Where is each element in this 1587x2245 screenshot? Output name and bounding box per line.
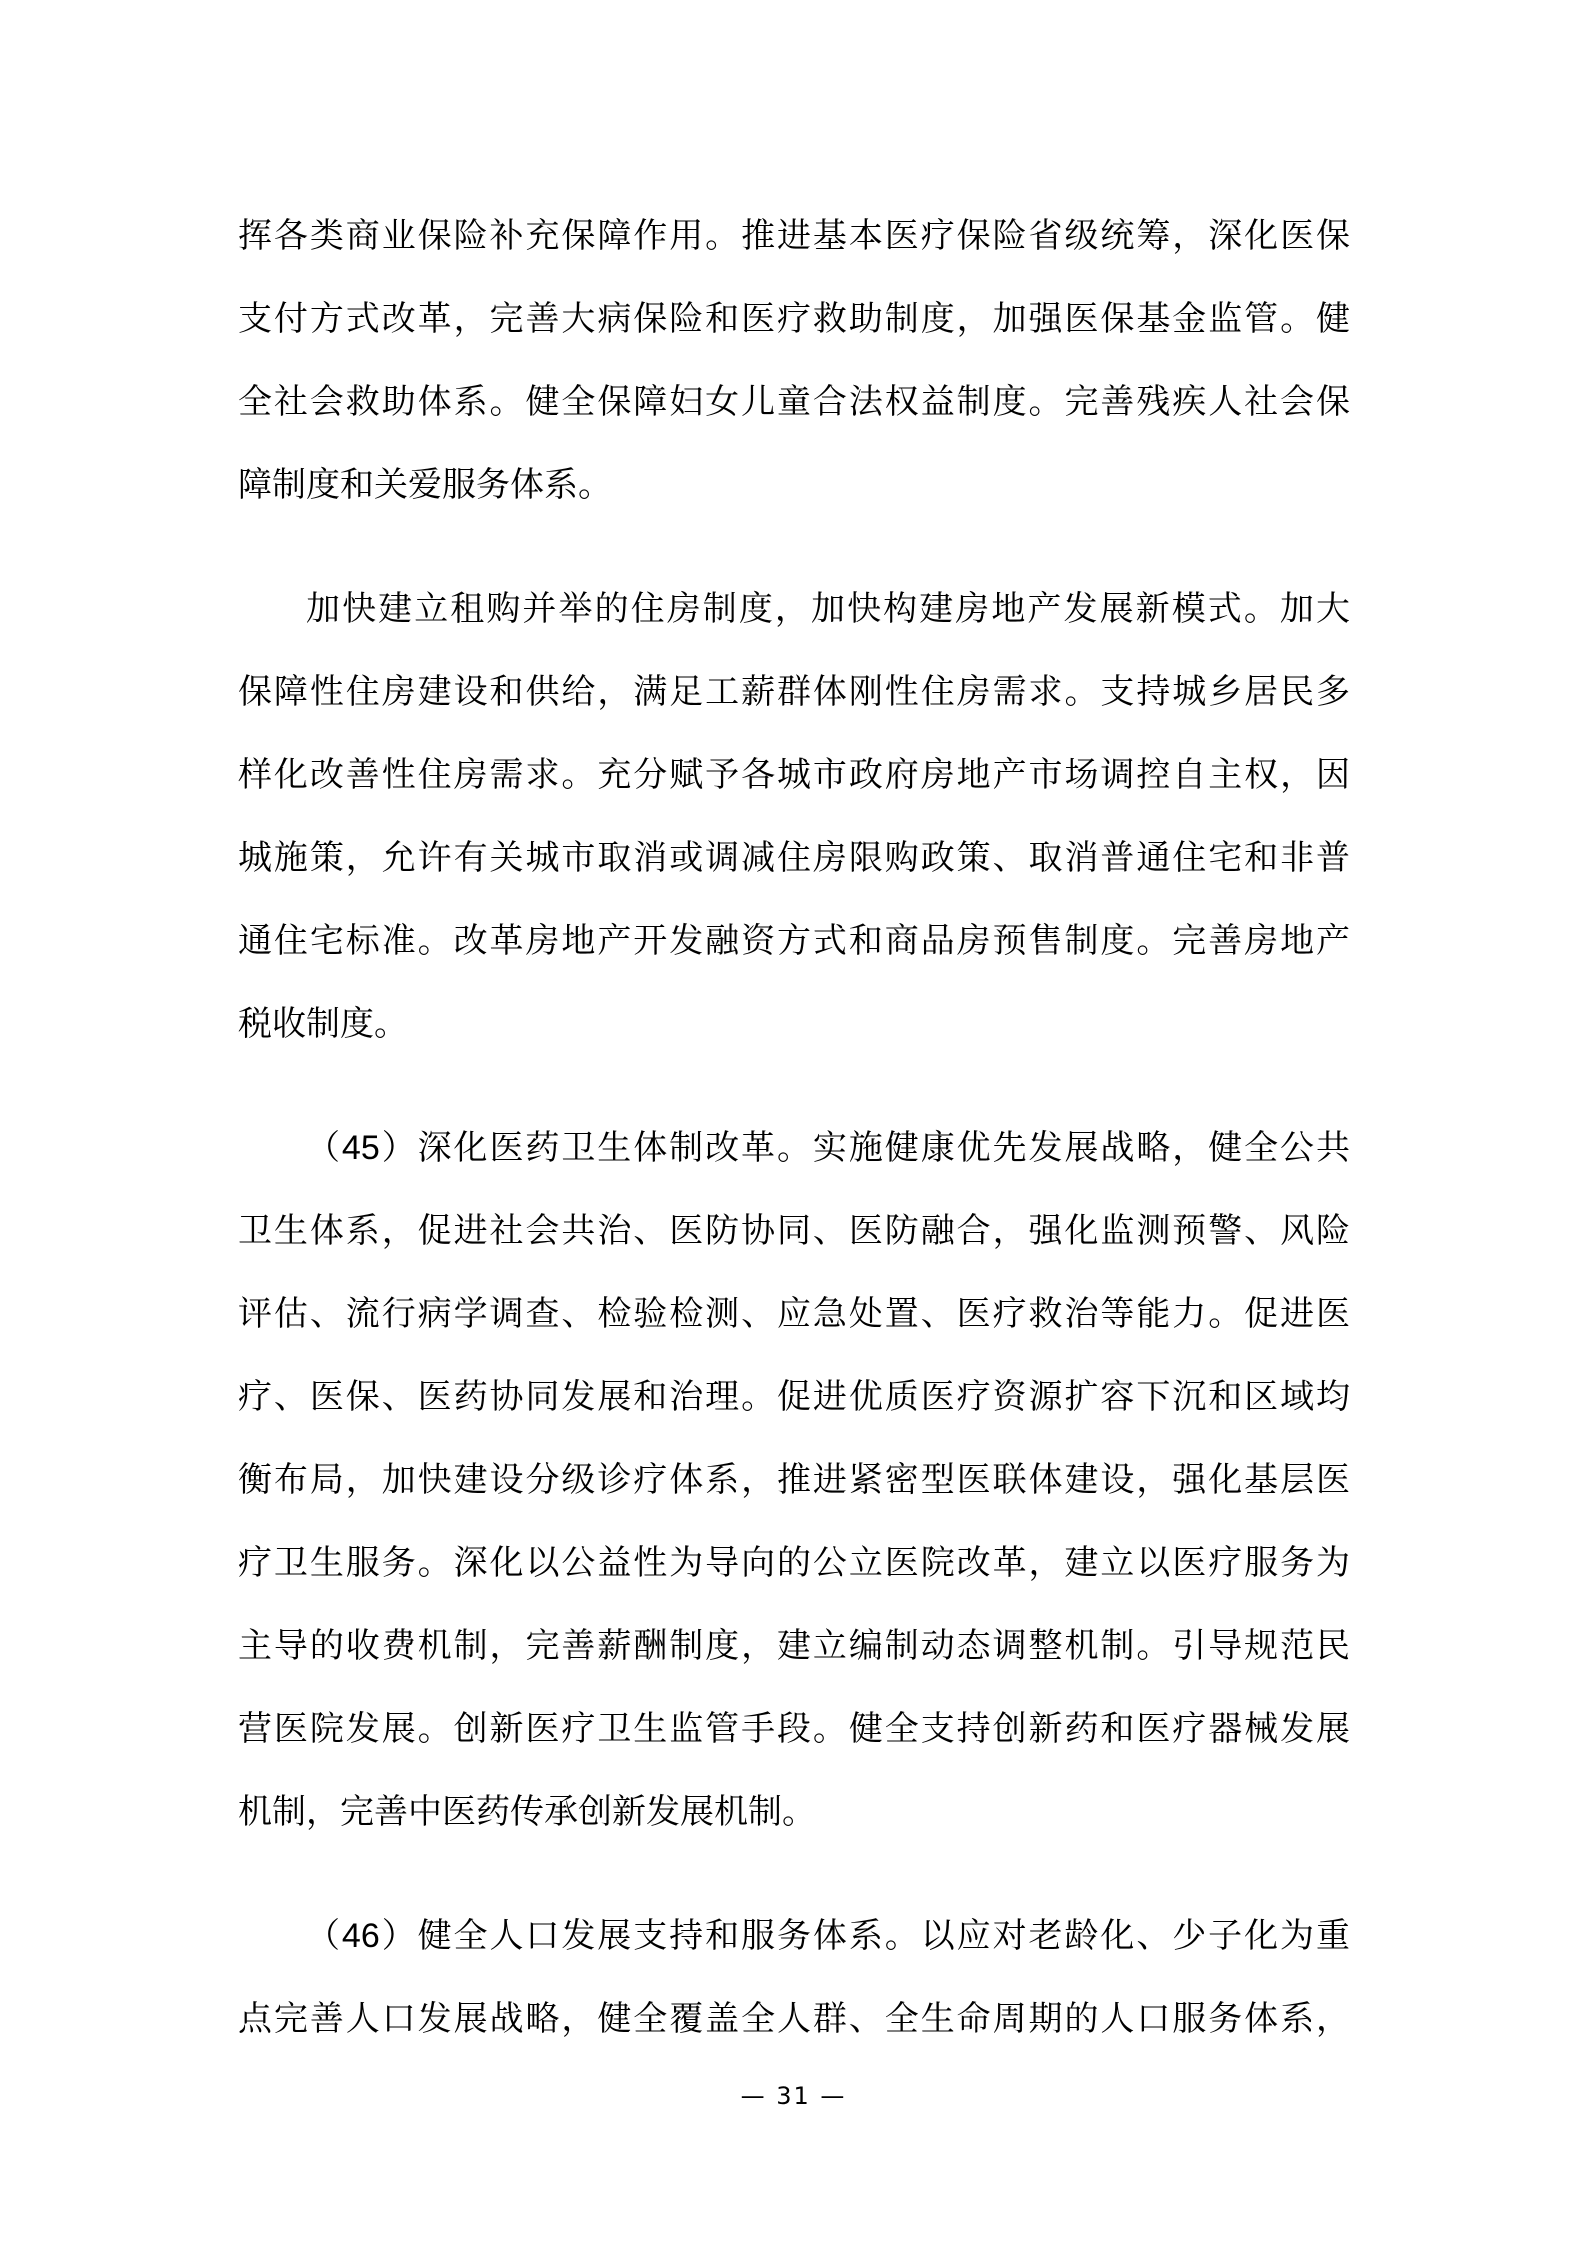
text-line: 障制度和关爱服务体系。 — [238, 466, 612, 504]
text-line: 保障性住房建设和供给，满足工薪群体刚性住房需求。支持城乡居民多 — [238, 673, 1350, 711]
text-line: 挥各类商业保险补充保障作用。推进基本医疗保险省级统筹，深化医保 — [238, 217, 1350, 255]
paragraph — [238, 1895, 1350, 2061]
paragraph — [238, 195, 1350, 527]
text-line: 税收制度。 — [238, 1005, 408, 1043]
text-line: 卫生体系，促进社会共治、医防协同、医防融合，强化监测预警、风险 — [238, 1212, 1350, 1250]
text-line: （45）深化医药卫生体制改革。实施健康优先发展战略，健全公共 — [306, 1129, 1350, 1167]
paragraph — [238, 568, 1350, 1066]
document-body — [238, 195, 1350, 2061]
text-line: 评估、流行病学调查、检验检测、应急处置、医疗救治等能力。促进医 — [238, 1295, 1350, 1333]
text-line: 支付方式改革，完善大病保险和医疗救助制度，加强医保基金监管。健 — [238, 300, 1350, 338]
text-line: 城施策，允许有关城市取消或调减住房限购政策、取消普通住宅和非普 — [238, 839, 1350, 877]
text-line: 衡布局，加快建设分级诊疗体系，推进紧密型医联体建设，强化基层医 — [238, 1461, 1350, 1499]
text-line: 疗卫生服务。深化以公益性为导向的公立医院改革，建立以医疗服务为 — [238, 1544, 1350, 1582]
page-number: — 31 — — [740, 2082, 847, 2110]
text-line: 机制，完善中医药传承创新发展机制。 — [238, 1793, 816, 1831]
text-line: 疗、医保、医药协同发展和治理。促进优质医疗资源扩容下沉和区域均 — [238, 1378, 1350, 1416]
text-line: 全社会救助体系。健全保障妇女儿童合法权益制度。完善残疾人社会保 — [238, 383, 1350, 421]
text-line: 营医院发展。创新医疗卫生监管手段。健全支持创新药和医疗器械发展 — [238, 1710, 1350, 1748]
text-line: 样化改善性住房需求。充分赋予各城市政府房地产市场调控自主权，因 — [238, 756, 1350, 794]
paragraph — [238, 1107, 1350, 1854]
text-line: （46）健全人口发展支持和服务体系。以应对老龄化、少子化为重 — [306, 1917, 1350, 1955]
text-line: 点完善人口发展战略，健全覆盖全人群、全生命周期的人口服务体系， — [238, 2000, 1350, 2038]
text-line: 主导的收费机制，完善薪酬制度，建立编制动态调整机制。引导规范民 — [238, 1627, 1350, 1665]
text-line: 加快建立租购并举的住房制度，加快构建房地产发展新模式。加大 — [306, 590, 1350, 628]
text-line: 通住宅标准。改革房地产开发融资方式和商品房预售制度。完善房地产 — [238, 922, 1350, 960]
